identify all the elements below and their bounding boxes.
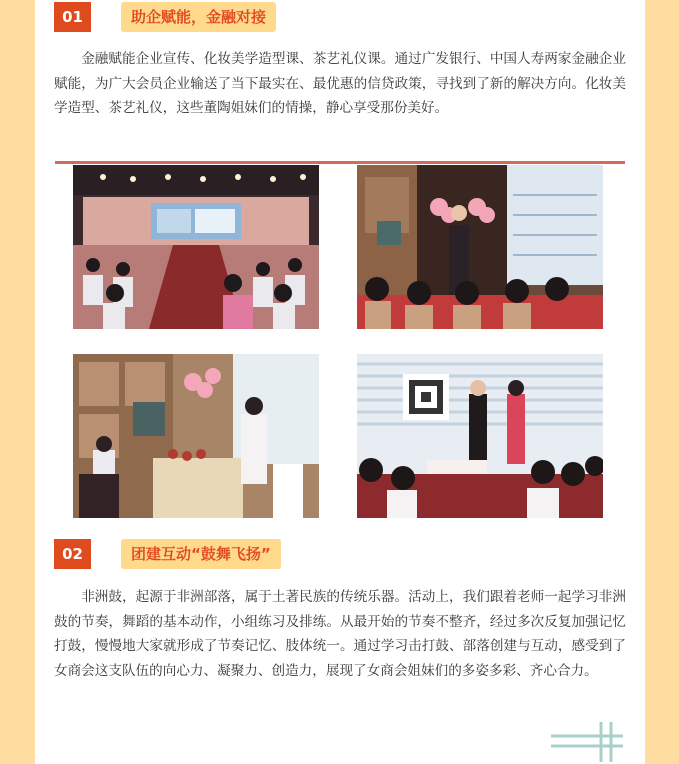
conference-hall-image — [73, 165, 319, 329]
section-divider — [55, 161, 625, 164]
photo-speaker[interactable] — [357, 165, 603, 329]
section-1-paragraph: 金融赋能企业宣传、化妆美学造型课、茶艺礼仪课。通过广发银行、中国人寿两家金融企业赋能，为广大会员企业输送了当下最实在、最优惠的信贷政策，寻找到了新的解决方向。化妆美学造型、茶艺礼仪，这些董陶姐妹们的情操，静心享受那份美好。 — [54, 51, 626, 116]
decorative-lines-icon — [551, 722, 623, 762]
speaker-image — [357, 165, 603, 329]
section-2-paragraph: 非洲鼓，起源于非洲部落，属于土著民族的传统乐器。活动上，我们跟着老师一起学习非洲鼓的节奏，舞蹈的基本动作，小组练习及排练。从最开始的节奏不整齐，经过多次反复加强记忆打鼓，慢慢地大家就形成了节奏记忆、肢体统一。通过学习击打鼓、部落创建与互动，感受到了女商会这支队伍的向心力、凝聚力、创造力，展现了女商会姐妹们的多姿多彩、齐心合力。 — [54, 589, 626, 679]
section-2-number: 02 — [54, 539, 91, 569]
makeup-class-image — [357, 354, 603, 518]
section-1-number: 01 — [54, 2, 91, 32]
section-1-title: 助企赋能，金融对接 — [121, 2, 276, 32]
photo-makeup-class[interactable] — [357, 354, 603, 518]
tea-ceremony-image — [73, 354, 319, 518]
section-2-title: 团建互动“鼓舞飞扬” — [121, 539, 281, 569]
photo-conference-hall[interactable] — [73, 165, 319, 329]
article-page — [35, 0, 645, 764]
photo-tea-ceremony[interactable] — [73, 354, 319, 518]
